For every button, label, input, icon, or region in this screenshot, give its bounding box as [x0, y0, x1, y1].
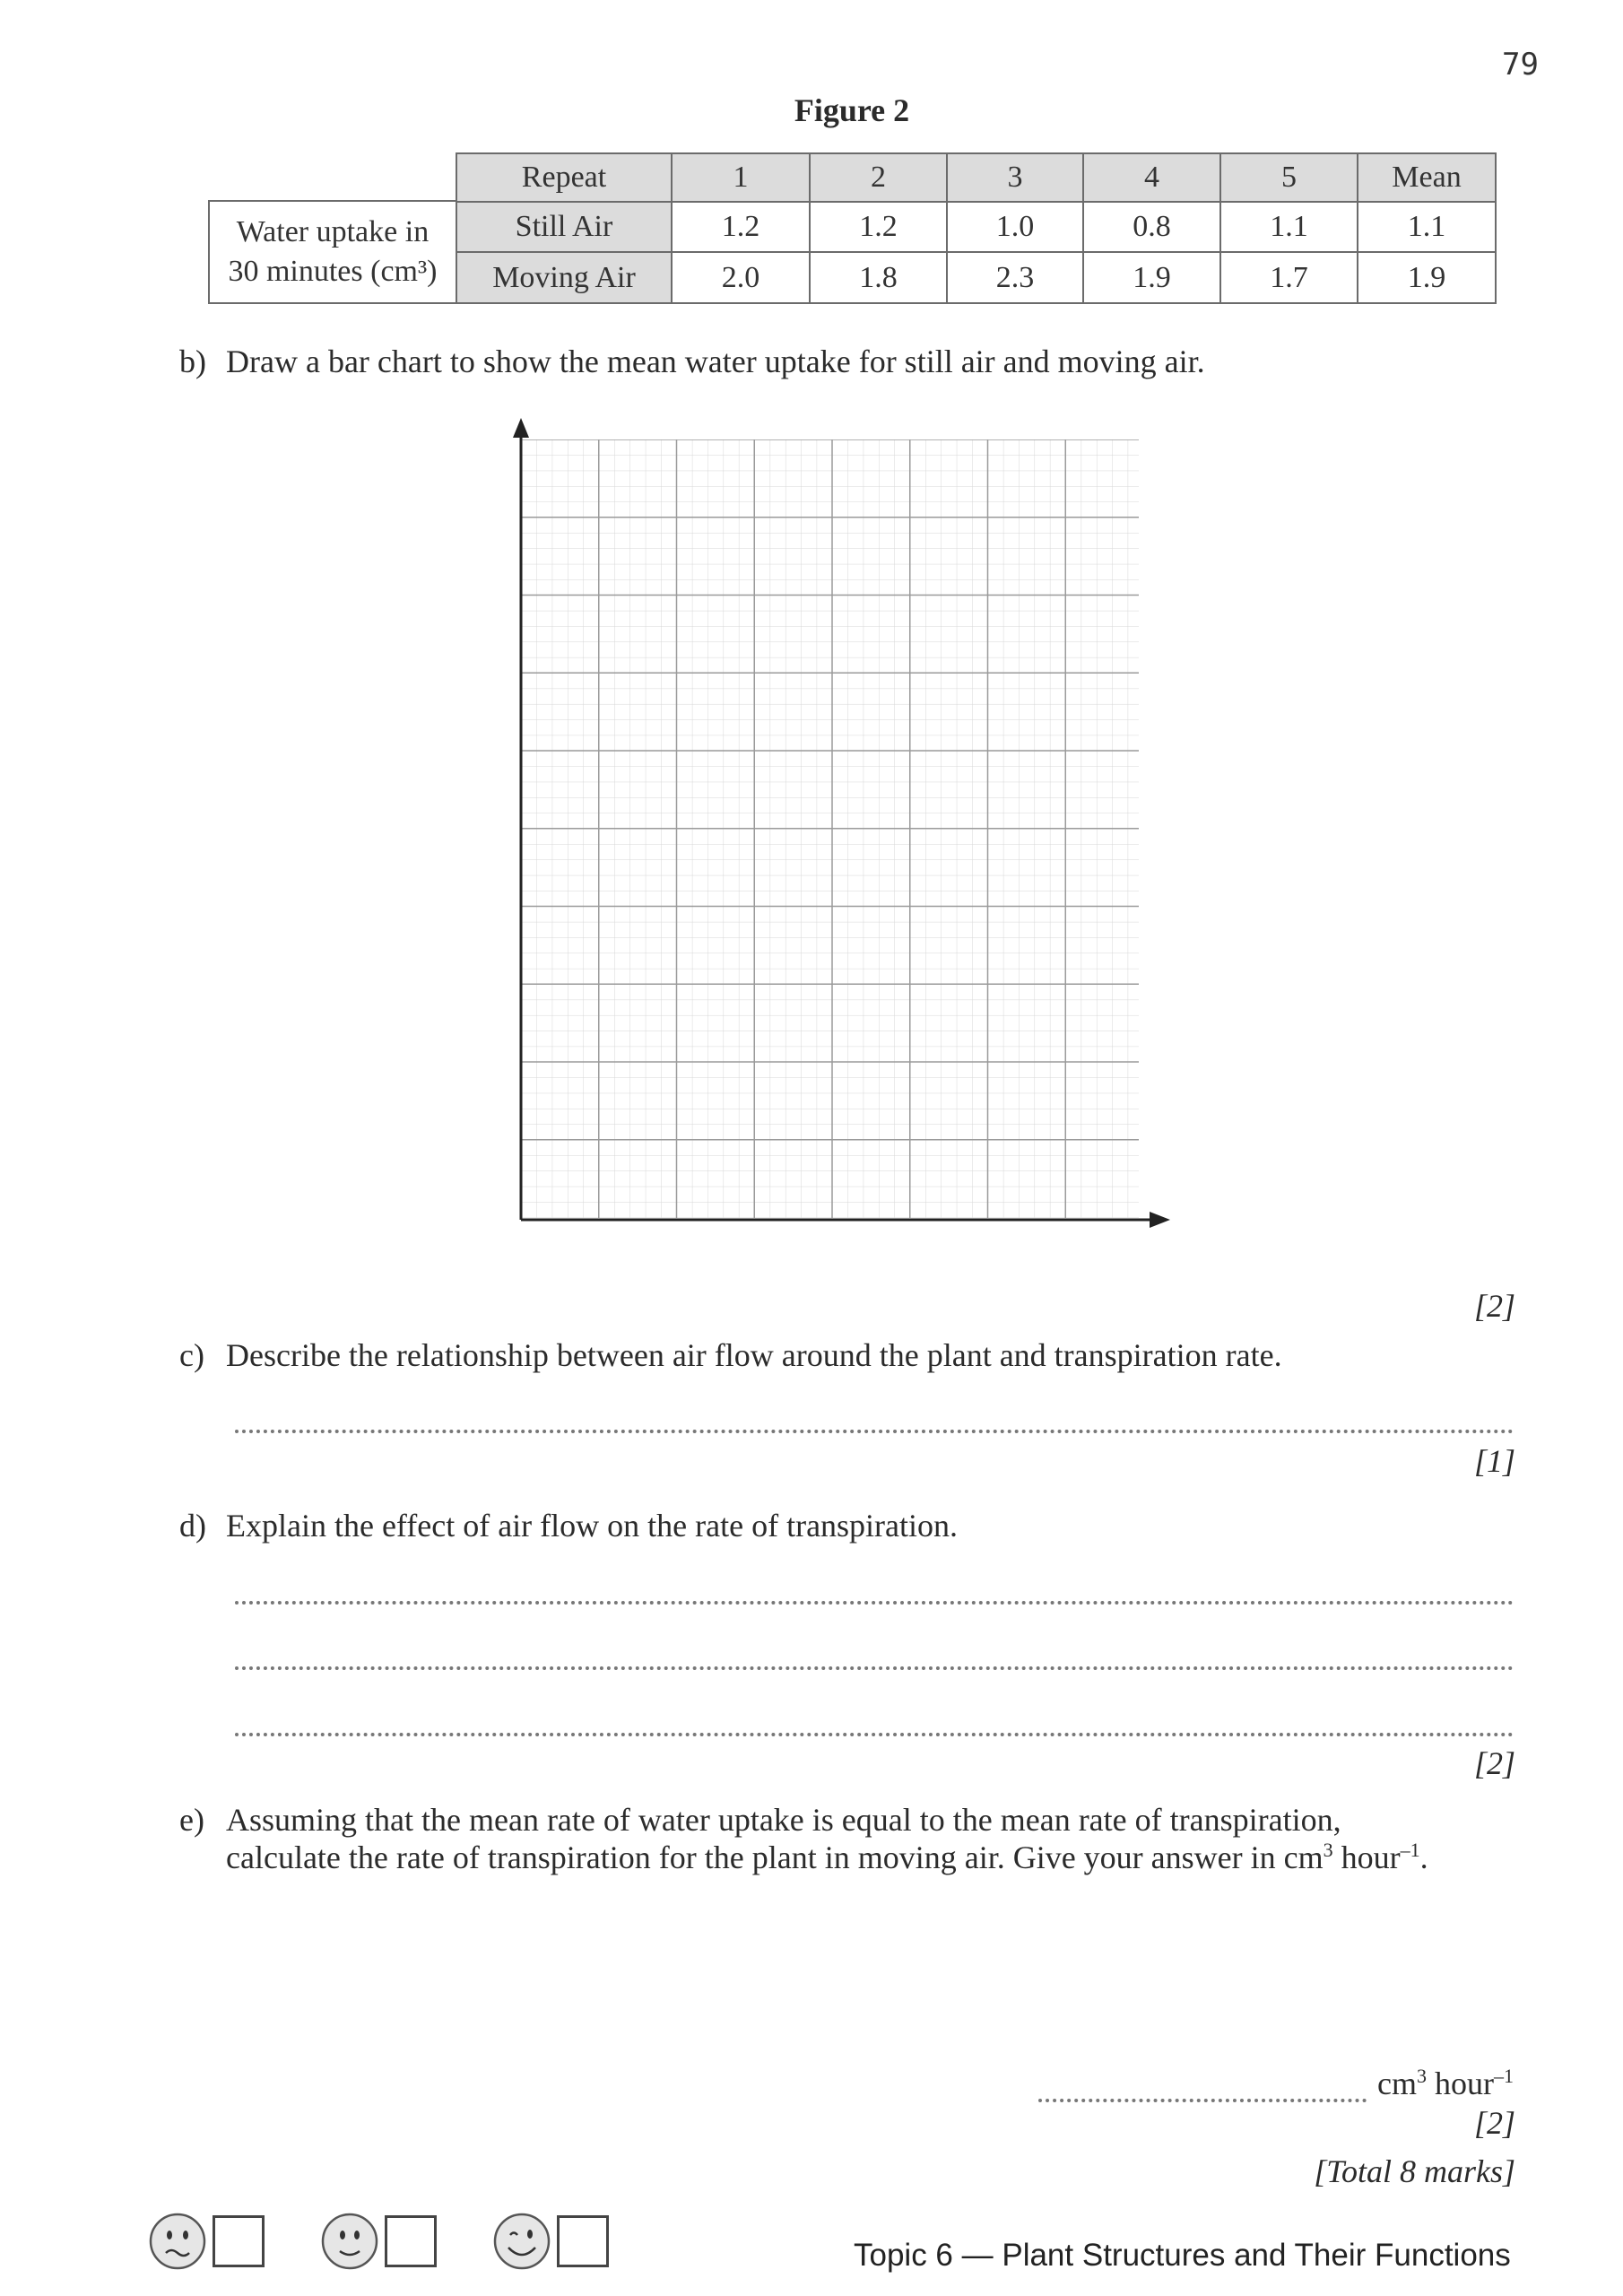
table-cell: 2.3: [946, 251, 1084, 304]
question-e-line2-unit: hour: [1332, 1839, 1401, 1875]
question-b-letter: b): [179, 344, 206, 379]
table-cell: 2.0: [671, 251, 811, 304]
table-cell: 1.2: [671, 201, 811, 253]
table-cell: 0.8: [1082, 201, 1221, 253]
row-label-line2: 30 minutes (cm³): [228, 255, 438, 288]
table-header-cell: 5: [1219, 152, 1358, 203]
table-cell: 1.8: [809, 251, 948, 304]
question-e-marks: [2]: [1473, 2105, 1515, 2141]
question-d-letter: d): [179, 1508, 206, 1544]
table-header-cell: Repeat: [456, 152, 673, 203]
table-cell: 1.1: [1219, 201, 1358, 253]
figure-title-text: Figure 2: [794, 92, 910, 128]
answer-line-d3[interactable]: [235, 1733, 1514, 1736]
question-e: [179, 1801, 1524, 1891]
sad-tick-box[interactable]: [213, 2215, 265, 2267]
table-header-cell: 3: [946, 152, 1084, 203]
table-row-header: Still Air: [456, 201, 673, 253]
y-axis-arrow-icon: [513, 418, 529, 438]
table-cell: 1.7: [1219, 251, 1358, 304]
question-b-marks: [2]: [1473, 1288, 1515, 1324]
question-c-marks: [1]: [1473, 1443, 1515, 1479]
page-number: 79: [1502, 47, 1539, 83]
question-b-text: Draw a bar chart to show the mean water uptake for still air and moving air.: [226, 344, 1205, 379]
question-c-text: Describe the relationship between air flow around the plant and transpiration rate.: [226, 1337, 1282, 1373]
neutral-tick-box[interactable]: [385, 2215, 437, 2267]
answer-line-d1[interactable]: [235, 1601, 1514, 1605]
question-e-line2: [226, 1839, 1428, 1876]
superscript: 3: [1323, 1839, 1333, 1861]
footer-topic: Topic 6 — Plant Structures and Their Functions: [854, 2238, 1511, 2273]
question-e-line2-end: .: [1419, 1839, 1428, 1875]
question-d-marks: [2]: [1473, 1745, 1515, 1781]
neutral-face-icon: [320, 2212, 379, 2271]
answer-line-c[interactable]: [235, 1430, 1514, 1433]
happy-face-icon: [492, 2212, 551, 2271]
superscript: 3: [1416, 2065, 1427, 2087]
question-e-letter: e): [179, 1802, 204, 1838]
total-marks: [Total 8 marks]: [1314, 2153, 1515, 2189]
question-e-line2-text: calculate the rate of transpiration for the plant in moving air. Give your answer in cm: [226, 1839, 1324, 1875]
superscript: –1: [1400, 1839, 1420, 1861]
table-row-label: [208, 200, 457, 304]
figure-title: [0, 91, 1623, 129]
table-row-header: Moving Air: [456, 251, 673, 304]
table-cell: 1.0: [946, 201, 1084, 253]
question-d: [179, 1507, 1524, 1552]
row-label-line1: Water uptake in: [236, 215, 430, 248]
question-c: [179, 1336, 1524, 1381]
table-cell: 1.9: [1357, 251, 1497, 304]
table-header-cell: 2: [809, 152, 948, 203]
table-cell: 1.9: [1082, 251, 1221, 304]
confidence-rating: [148, 2206, 614, 2278]
answer-line-e[interactable]: [1038, 2099, 1367, 2102]
superscript: –1: [1493, 2065, 1514, 2087]
answer-e-unit: [1377, 2065, 1521, 2102]
table-header-cell: 4: [1082, 152, 1221, 203]
question-e-line1: Assuming that the mean rate of water uptake is equal to the mean rate of transpiration,: [226, 1802, 1341, 1838]
question-b: [179, 343, 1524, 387]
table-cell: 1.2: [809, 201, 948, 253]
question-d-text: Explain the effect of air flow on the rate of transpiration.: [226, 1508, 959, 1544]
question-c-letter: c): [179, 1337, 204, 1373]
graph-axes: [502, 413, 1184, 1238]
unit-text: cm: [1377, 2066, 1417, 2101]
unit-text: hour: [1426, 2066, 1494, 2101]
sad-face-icon: [148, 2212, 207, 2271]
happy-tick-box[interactable]: [557, 2215, 609, 2267]
table-header-cell: Mean: [1357, 152, 1497, 203]
table-cell: 1.1: [1357, 201, 1497, 253]
table-header-cell: 1: [671, 152, 811, 203]
x-axis-arrow-icon: [1150, 1212, 1170, 1228]
answer-line-d2[interactable]: [235, 1666, 1514, 1670]
